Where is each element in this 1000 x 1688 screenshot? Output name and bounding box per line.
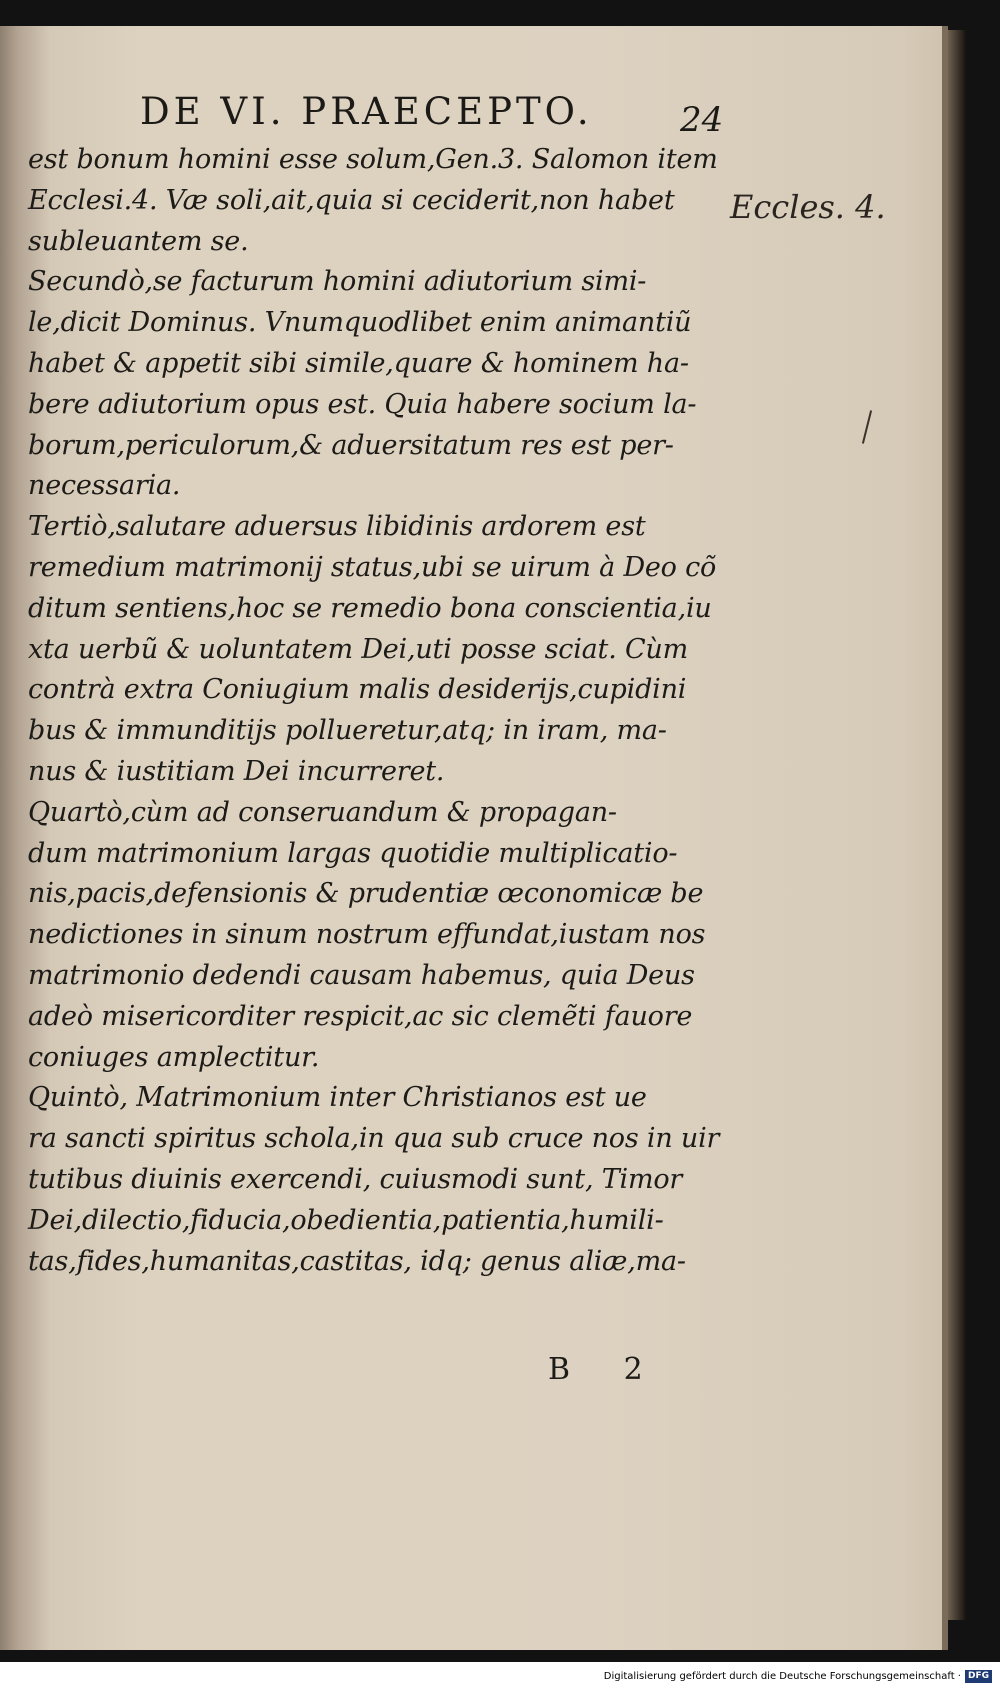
page-edge bbox=[948, 30, 966, 1620]
text-line: Secundò,se facturum homini adiutorium simi- bbox=[28, 266, 647, 298]
text-line: contrà extra Coniugium malis desiderijs,cupidini bbox=[28, 674, 687, 706]
text-line: est bonum homini esse solum,Gen.3. Salomon item bbox=[28, 144, 718, 175]
text-line: ra sancti spiritus schola,in qua sub cruce nos in uir bbox=[28, 1123, 720, 1155]
text-line: le,dicit Dominus. Vnumquodlibet enim animantiũ bbox=[28, 307, 692, 339]
text-line: borum,periculorum,& aduersitatum res est per- bbox=[28, 429, 674, 461]
text-line: habet & appetit sibi simile,quare & hominem ha- bbox=[28, 347, 689, 379]
page-number: 24 bbox=[680, 100, 724, 140]
margin-note: Eccles. 4. bbox=[730, 188, 886, 226]
text-line: tas,fides,humanitas,castitas, idq; genus aliæ,ma- bbox=[28, 1245, 686, 1277]
text-line: Tertiò,salutare aduersus libidinis ardorem est bbox=[28, 511, 646, 543]
text-line: remedium matrimonij status,ubi se uirum à Deo cõ bbox=[28, 551, 717, 583]
text-line: nus & iustitiam Dei incurreret. bbox=[28, 755, 445, 787]
running-head: DE VI. PRAECEPTO. bbox=[140, 90, 593, 133]
digitization-credit bbox=[604, 1670, 992, 1683]
text-line: xta uerbũ & uoluntatem Dei,uti posse sciat. Cùm bbox=[28, 633, 689, 665]
text-line: Quintò, Matrimonium inter Christianos est ue bbox=[28, 1082, 647, 1114]
text-line: dum matrimonium largas quotidie multiplicatio- bbox=[28, 837, 678, 869]
text-line: tutibus diuinis exercendi, cuiusmodi sunt, Timor bbox=[28, 1163, 683, 1195]
text-line: adeò misericorditer respicit,ac sic clemẽti fauore bbox=[28, 1000, 693, 1032]
text-line: Dei,dilectio,fiducia,obedientia,patientia,humili- bbox=[28, 1204, 664, 1236]
text-line: ditum sentiens,hoc se remedio bona conscientia,iu bbox=[28, 592, 712, 624]
credit-text: Digitalisierung gefördert durch die Deutsche Forschungsgemeinschaft · bbox=[603, 1671, 961, 1682]
text-line: Quartò,cùm ad conseruandum & propagan- bbox=[28, 796, 617, 828]
text-line: coniuges amplectitur. bbox=[28, 1041, 320, 1073]
dfg-logo: DFG bbox=[965, 1670, 992, 1683]
signature-mark: B 2 bbox=[548, 1352, 665, 1387]
body-text bbox=[28, 140, 728, 1282]
text-line: necessaria. bbox=[28, 470, 181, 502]
text-line: matrimonio dedendi causam habemus, quia Deus bbox=[28, 959, 695, 991]
text-line: bere adiutorium opus est. Quia habere socium la- bbox=[28, 388, 697, 420]
text-line: subleuantem se. bbox=[28, 225, 249, 257]
text-line: nis,pacis,defensionis & prudentiæ œconomicæ be bbox=[28, 878, 704, 910]
text-line: bus & immunditijs pollueretur,atq; in iram, ma- bbox=[28, 715, 667, 747]
text-line: nedictiones in sinum nostrum effundat,iustam nos bbox=[28, 919, 706, 951]
text-line: Ecclesi.4. Væ soli,ait,quia si ceciderit,non habet bbox=[28, 184, 675, 216]
